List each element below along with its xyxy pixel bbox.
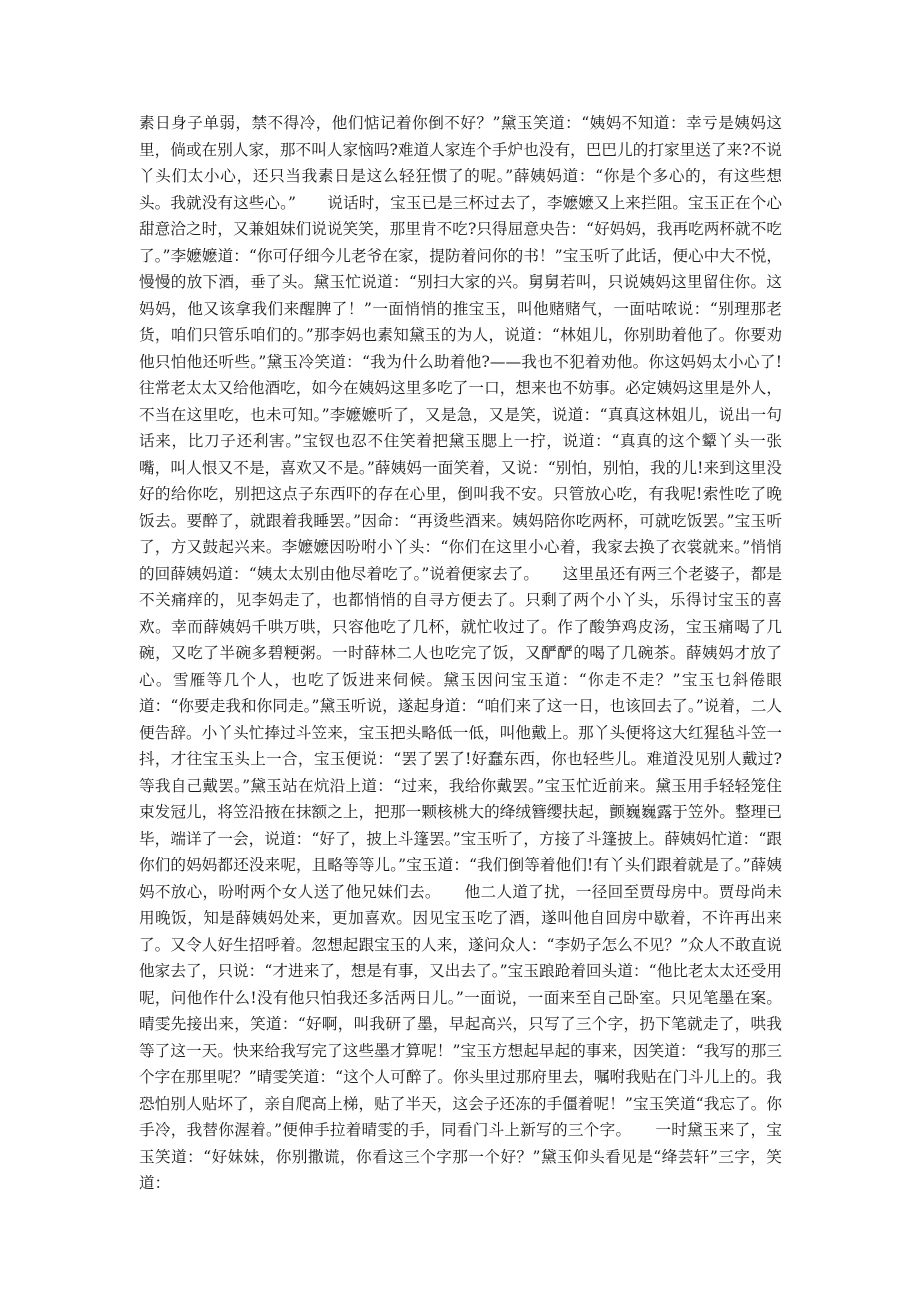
body-text: 素日身子单弱，禁不得冷，他们惦记着你倒不好？”黛玉笑道：“姨妈不知道：幸亏是姨妈这里，倘或在别人家，那不叫人家恼吗?难道人家连个手炉也没有，巴巴儿的打家里送了来?不说丫头们太小心，还只当我素日是这么轻狂惯了的呢。”薛姨妈道：“你是个多心的，有这些想头。我就没有这些心。” 说话时，宝玉已是三杯过去了，李嬷嬷又上来拦阻。宝玉正在个心甜意洽之时，又兼姐妹们说说笑笑，那里肯不吃?只得屈意央告：“好妈妈，我再吃两杯就不吃了。”李嬷嬷道：“你可仔细今儿老爷在家，提防着问你的书！”宝玉听了此话，便心中大不悦，慢慢的放下酒，垂了头。黛玉忙说道：“别扫大家的兴。舅舅若叫，只说姨妈这里留住你。这妈妈，他又该拿我们来醒脾了！”一面悄悄的推宝玉，叫他赌赌气，一面咕哝说：“别理那老货，咱们只管乐咱们的。”那李妈也素知黛玉的为人，说道：“林姐儿，你别助着他了。你要劝他只怕他还听些。”黛玉冷笑道：“我为什么助着他?——我也不犯着劝他。你这妈妈太小心了!往常老太太又给他酒吃，如今在姨妈这里多吃了一口，想来也不妨事。必定姨妈这里是外人，不当在这里吃，也未可知。”李嬷嬷听了，又是急，又是笑，说道：“真真这林姐儿，说出一句话来，比刀子还利害。”宝钗也忍不住笑着把黛玉腮上一拧，说道：“真真的这个颦丫头一张嘴，叫人恨又不是，喜欢又不是。”薛姨妈一面笑着，又说：“别怕，别怕，我的儿!来到这里没好的给你吃，别把这点子东西吓的存在心里，倒叫我不安。只管放心吃，有我呢!索性吃了晚饭去。要醉了，就跟着我睡罢。”因命：“再烫些酒来。姨妈陪你吃两杯，可就吃饭罢。”宝玉听了，方又鼓起兴来。李嬷嬷因吩咐小丫头：“你们在这里小心着，我家去换了衣裳就来。”悄悄的回薛姨妈道：“姨太太别由他尽着吃了。”说着便家去了。 这里虽还有两三个老婆子，都是不关痛痒的，见李妈走了，也都悄悄的自寻方便去了。只剩了两个小丫头，乐得讨宝玉的喜欢。幸而薛姨妈千哄万哄，只容他吃了几杯，就忙收过了。作了酸笋鸡皮汤，宝玉痛喝了几碗，又吃了半碗多碧粳粥。一时薛林二人也吃完了饭，又酽酽的喝了几碗茶。薛姨妈才放了心。雪雁等几个人，也吃了饭进来伺候。黛玉因问宝玉道：“你走不走？”宝玉乜斜倦眼道：“你要走我和你同走。”黛玉听说，遂起身道：“咱们来了这一日，也该回去了。”说着，二人便告辞。小丫头忙捧过斗笠来，宝玉把头略低一低，叫他戴上。那丫头便将这大红猩毡斗笠一抖，才往宝玉头上一合，宝玉便说：“罢了罢了!好蠢东西，你也轻些儿。难道没见别人戴过?等我自己戴罢。”黛玉站在炕沿上道：“过来，我给你戴罢。”宝玉忙近前来。黛玉用手轻轻笼住束发冠儿，将笠沿掖在抹额之上，把那一颗核桃大的绛绒簪缨扶起，颤巍巍露于笠外。整理已毕，端详了一会，说道：“好了，披上斗篷罢。”宝玉听了，方接了斗篷披上。薛姨妈忙道：“跟你们的妈妈都还没来呢，且略等等儿。”宝玉道：“我们倒等着他们!有丫头们跟着就是了。”薛姨妈不放心，吩咐两个女人送了他兄妹们去。 他二人道了扰，一径回至贾母房中。贾母尚未用晚饭，知是薛姨妈处来，更加喜欢。因见宝玉吃了酒，遂叫他自回房中歇着，不许再出来了。又令人好生招呼着。忽想起跟宝玉的人来，遂问众人：“李奶子怎么不见？”众人不敢直说他家去了，只说：“才进来了，想是有事，又出去了。”宝玉踉跄着回头道：“他比老太太还受用呢，问他作什么!没有他只怕我还多活两日儿。”一面说，一面来至自己卧室。只见笔墨在案。晴雯先接出来，笑道：“好啊，叫我研了墨，早起高兴，只写了三个字，扔下笔就走了，哄我等了这一天。快来给我写完了这些墨才算呢！”宝玉方想起早起的事来，因笑道：“我写的那三个字在那里呢？”晴雯笑道：“这个人可醉了。你头里过那府里去，嘱咐我贴在门斗儿上的。我恐怕别人贴坏了，亲自爬高上梯，贴了半天，这会子还冻的手僵着呢！”宝玉笑道“我忘了。你手冷，我替你渥着。”便伸手拉着晴雯的手，同看门斗上新写的三个字。 一时黛玉来了，宝玉笑道：“好妹妹，你别撒谎，你看这三个字那一个好？”黛玉仰头看见是“绛芸轩”三字，笑道： [139,114,782,1192]
